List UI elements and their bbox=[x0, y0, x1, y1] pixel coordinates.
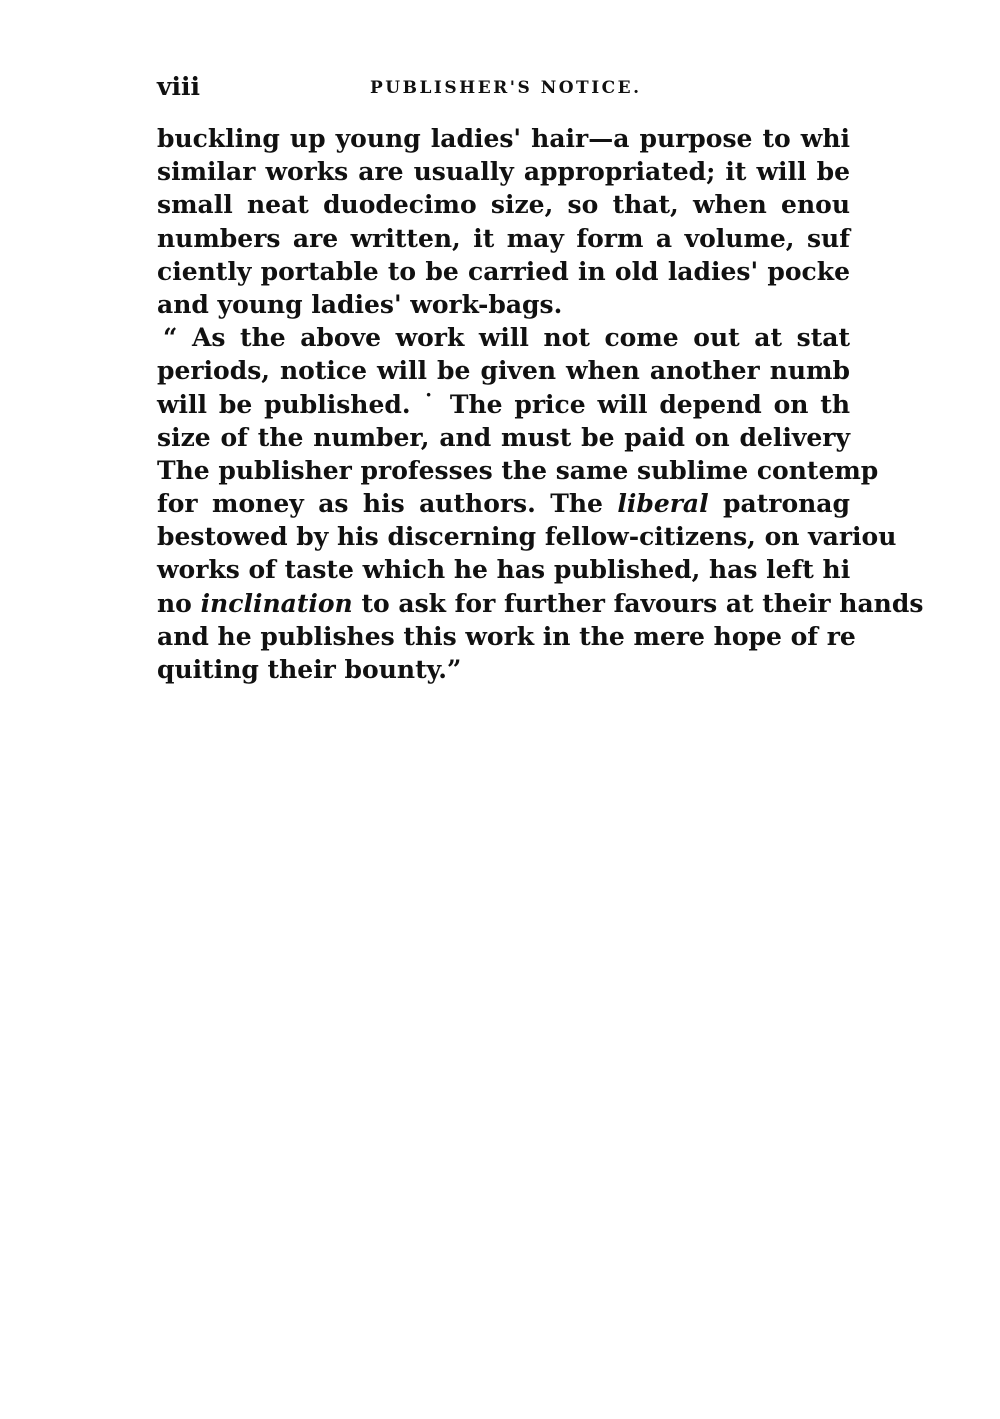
text-line: and he publishes this work in the mere hope of re bbox=[157, 621, 856, 651]
text-line: ciently portable to be carried in old ladies' pocke bbox=[157, 256, 850, 286]
page-header bbox=[157, 72, 850, 106]
text-line: size of the number, and must be paid on delivery bbox=[157, 422, 850, 452]
text-line: bestowed by his discerning fellow-citizens, on variou bbox=[157, 522, 897, 552]
italic-word: inclination bbox=[200, 588, 353, 618]
italic-word: liberal bbox=[617, 489, 709, 519]
text-line: will be published. ˙ The price will depend on th bbox=[157, 389, 850, 419]
running-title: PUBLISHER'S NOTICE. bbox=[370, 78, 642, 98]
text-run: no bbox=[157, 588, 201, 618]
text-line: The publisher professes the same sublime contemp bbox=[157, 455, 879, 485]
text-line: works of taste which he has published, has left hi bbox=[157, 555, 851, 585]
text-line: “ As the above work will not come out at stat bbox=[163, 323, 850, 353]
text-line: numbers are written, it may form a volume, suf bbox=[157, 223, 850, 253]
text-run: to ask for further favours at their hands bbox=[352, 588, 924, 618]
text-line bbox=[157, 587, 924, 620]
text-line: quiting their bounty.” bbox=[157, 655, 462, 684]
text-run: patronag bbox=[708, 489, 850, 519]
text-line: buckling up young ladies' hair—a purpose to whi bbox=[157, 124, 850, 153]
text-line bbox=[157, 487, 850, 520]
text-line: small neat duodecimo size, so that, when enou bbox=[157, 190, 850, 220]
text-run: for money as his authors. The bbox=[157, 489, 618, 519]
body-text bbox=[157, 122, 924, 686]
text-line: periods, notice will be given when another numb bbox=[157, 356, 850, 386]
text-line: similar works are usually appropriated; it will be bbox=[157, 157, 850, 187]
page-number: viii bbox=[157, 72, 201, 101]
text-line: and young ladies' work-bags. bbox=[157, 289, 563, 319]
